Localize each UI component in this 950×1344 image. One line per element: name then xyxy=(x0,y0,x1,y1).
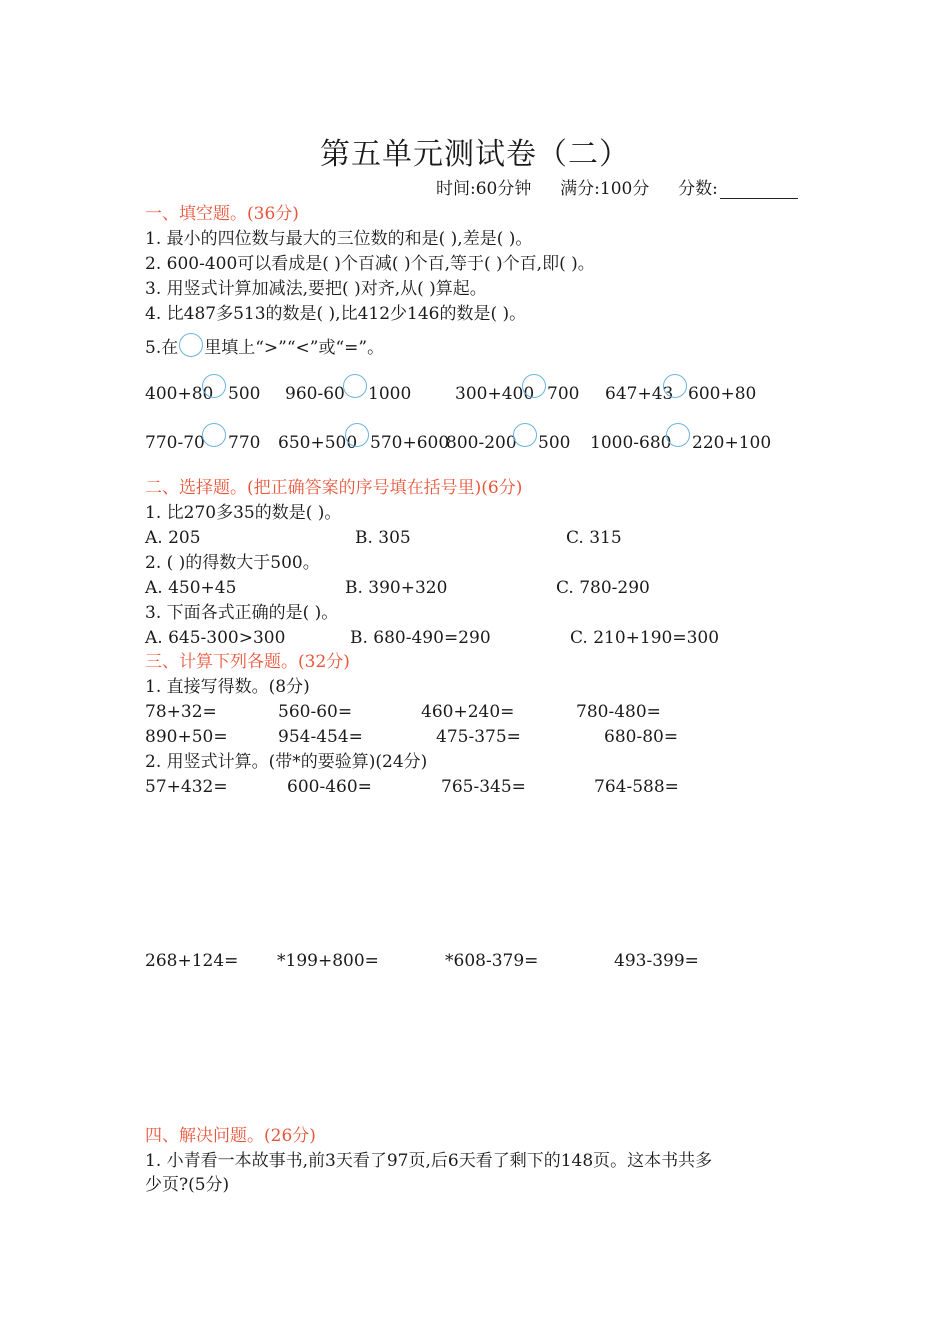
s4-question-1-line-2: 少页?(5分) xyxy=(145,1175,230,1195)
compare-right: 500 xyxy=(228,384,261,404)
compare-circle[interactable] xyxy=(666,423,690,447)
vertical-calc-item: 765-345= xyxy=(441,777,526,797)
vertical-calc-item: 600-460= xyxy=(287,777,372,797)
option-c: C. 315 xyxy=(566,528,622,548)
compare-right: 700 xyxy=(547,384,580,404)
compare-right: 500 xyxy=(538,433,571,453)
vertical-calc-item: 57+432= xyxy=(145,777,228,797)
option-a: A. 645-300>300 xyxy=(145,628,286,648)
section-4-heading: 四、解决问题。(26分) xyxy=(145,1126,316,1146)
s2-question-1: 1. 比270多35的数是( )。 xyxy=(145,503,342,523)
compare-left: 800-200 xyxy=(446,433,517,453)
compare-circle[interactable] xyxy=(663,374,687,398)
q5-suffix: 里填上“>”“<”或“=”。 xyxy=(204,338,385,358)
vertical-calc-item: 268+124= xyxy=(145,951,239,971)
compare-left: 647+43 xyxy=(605,384,674,404)
section-1-heading: 一、填空题。(36分) xyxy=(145,204,299,224)
compare-left: 650+500 xyxy=(278,433,358,453)
score-blank[interactable] xyxy=(720,182,798,199)
page-title: 第五单元测试卷（二） xyxy=(320,137,630,172)
section-2-heading: 二、选择题。(把正确答案的序号填在括号里)(6分) xyxy=(145,478,523,498)
calc-item: 560-60= xyxy=(278,702,353,722)
s4-question-1-line-1: 1. 小青看一本故事书,前3天看了97页,后6天看了剩下的148页。这本书共多 xyxy=(145,1151,713,1171)
s2-question-2: 2. ( )的得数大于500。 xyxy=(145,553,320,573)
option-c: C. 780-290 xyxy=(556,578,650,598)
calc-item: 680-80= xyxy=(604,727,679,747)
compare-left: 960-60 xyxy=(285,384,345,404)
calc-item: 78+32= xyxy=(145,702,217,722)
vertical-calc-item: 493-399= xyxy=(614,951,699,971)
full-score-label: 满分:100分 xyxy=(560,179,650,199)
q5-prefix: 5.在 xyxy=(145,338,179,358)
s1-question-2: 2. 600-400可以看成是( )个百减( )个百,等于( )个百,即( )。 xyxy=(145,254,595,274)
s2-question-3: 3. 下面各式正确的是( )。 xyxy=(145,603,339,623)
compare-right: 1000 xyxy=(368,384,412,404)
calc-item: 460+240= xyxy=(421,702,515,722)
compare-circle[interactable] xyxy=(522,374,546,398)
compare-right: 770 xyxy=(228,433,261,453)
compare-left: 400+80 xyxy=(145,384,214,404)
compare-circle[interactable] xyxy=(345,423,369,447)
section-3-heading: 三、计算下列各题。(32分) xyxy=(145,652,350,672)
option-b: B. 680-490=290 xyxy=(350,628,491,648)
compare-right: 570+600 xyxy=(370,433,450,453)
compare-right: 600+80 xyxy=(688,384,757,404)
compare-circle[interactable] xyxy=(202,423,226,447)
calc-item: 780-480= xyxy=(576,702,661,722)
vertical-calc-item: 764-588= xyxy=(594,777,679,797)
vertical-calc-item: *608-379= xyxy=(445,951,539,971)
score-label: 分数: xyxy=(678,179,718,199)
s1-question-1: 1. 最小的四位数与最大的三位数的和是( ),差是( )。 xyxy=(145,229,533,249)
s1-question-5 xyxy=(145,333,384,358)
option-a: A. 450+45 xyxy=(145,578,237,598)
compare-left: 770-70 xyxy=(145,433,205,453)
compare-circle[interactable] xyxy=(343,374,367,398)
compare-circle[interactable] xyxy=(202,374,226,398)
s1-question-4: 4. 比487多513的数是( ),比412少146的数是( )。 xyxy=(145,304,527,324)
s3-question-2: 2. 用竖式计算。(带*的要验算)(24分) xyxy=(145,752,428,772)
time-label: 时间:60分钟 xyxy=(436,179,532,199)
meta-line xyxy=(436,179,798,199)
compare-right: 220+100 xyxy=(692,433,772,453)
vertical-calc-item: *199+800= xyxy=(277,951,379,971)
calc-item: 954-454= xyxy=(278,727,363,747)
calc-item: 475-375= xyxy=(436,727,521,747)
circle-icon xyxy=(179,333,203,357)
s1-question-3: 3. 用竖式计算加减法,要把( )对齐,从( )算起。 xyxy=(145,279,487,299)
s3-question-1: 1. 直接写得数。(8分) xyxy=(145,677,310,697)
option-a: A. 205 xyxy=(145,528,201,548)
compare-circle[interactable] xyxy=(513,423,537,447)
option-c: C. 210+190=300 xyxy=(570,628,720,648)
compare-left: 1000-680 xyxy=(590,433,672,453)
calc-item: 890+50= xyxy=(145,727,228,747)
option-b: B. 305 xyxy=(355,528,411,548)
option-b: B. 390+320 xyxy=(345,578,448,598)
compare-left: 300+400 xyxy=(455,384,535,404)
